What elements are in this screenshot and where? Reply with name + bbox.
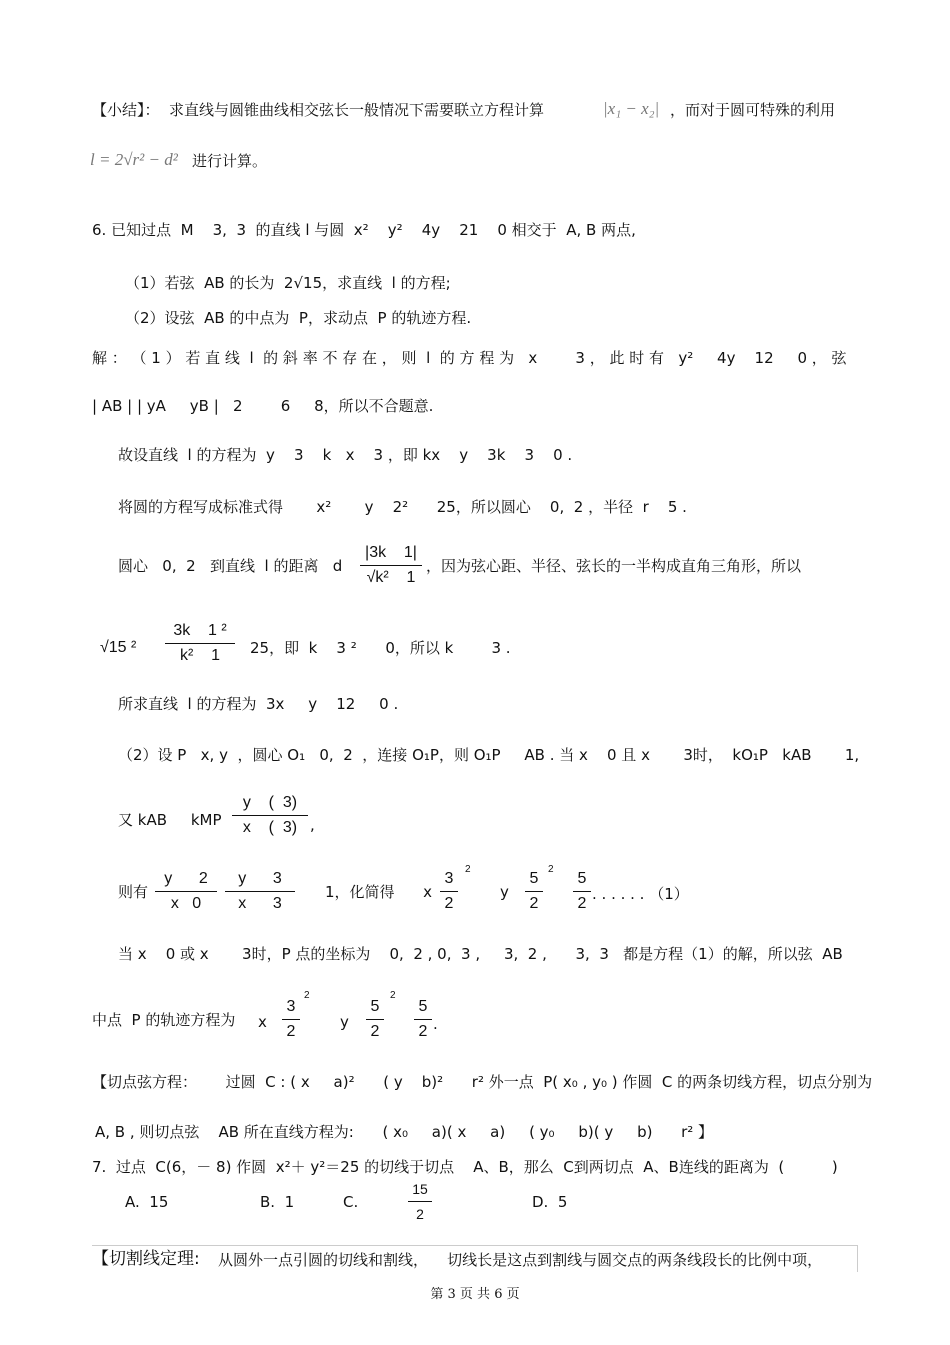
q7-option-c-numerator: 15	[412, 1181, 428, 1197]
locus-fraction-3	[414, 996, 432, 1043]
solution-line10-a: 则有	[118, 883, 149, 901]
distance-fraction	[360, 542, 422, 589]
solution-line10-d: . . . . . . （1）	[592, 885, 689, 903]
exponent-2: 2	[390, 990, 396, 1001]
distance-numerator: |3k 1|	[365, 544, 417, 561]
solution-line7: 所求直线 l 的方程为 3x y 12 0 .	[118, 695, 399, 713]
theorem-text: 从圆外一点引圆的切线和割线， 切线长是这点到割线与圆交点的两条线段长的比例中项，	[218, 1251, 823, 1269]
locus-fraction-3-numerator: 5	[418, 998, 428, 1015]
q6-part1: （1）若弦 AB 的长为 2√15，求直线 l 的方程;	[125, 274, 451, 292]
fraction-5-numerator: 5	[577, 870, 587, 887]
summary-tail: ，而对于圆可特殊的利用	[670, 101, 836, 119]
solution-line4: 将圆的方程写成标准式得 x² y 2² 25，所以圆心 0, 2 ，半径 r 5 .	[118, 498, 687, 516]
theorem-title: 【切割线定理:	[92, 1249, 200, 1269]
solution-line5-a: 圆心 0, 2 到直线 l 的距离 d	[118, 557, 343, 575]
locus-fraction-2-denominator: 2	[370, 1023, 380, 1040]
fraction-5	[573, 868, 591, 915]
fraction-4	[525, 868, 543, 915]
summary-lead: 【小结】： 求直线与圆锥曲线相交弦长一般情况下需要联立方程计算	[92, 101, 545, 119]
solution-line12-c: y	[340, 1013, 349, 1031]
fraction-bar	[366, 1019, 384, 1020]
slope-mp-denominator: x ( 3)	[242, 819, 298, 836]
solution-line6-a: √15 ²	[100, 639, 137, 656]
summary-formula-tail: 进行计算。	[192, 152, 268, 170]
solution-line10-c: y	[500, 883, 509, 901]
fraction-4-numerator: 5	[529, 870, 539, 887]
solution-line12-a: 中点 P 的轨迹方程为	[92, 1011, 236, 1029]
slope-mp-numerator: y ( 3)	[242, 794, 298, 811]
fraction-1-numerator: y 2	[164, 870, 208, 887]
fraction-bar	[282, 1019, 300, 1020]
locus-fraction-2	[366, 996, 384, 1043]
fraction-5-denominator: 2	[577, 895, 587, 912]
fraction-1-denominator: x 0	[170, 895, 202, 912]
abs-diff-formula: |x₁ − x₂|	[603, 99, 660, 118]
fraction-bar	[414, 1019, 432, 1020]
solution-line1: 解 ： （ 1 ） 若 直 线 l 的 斜 率 不 存 在 ， 则 l 的 方 程 为 x 3 ， 此 时 有 y² 4y 12 0 ， 弦	[92, 349, 847, 367]
fraction-2-denominator: x 3	[238, 895, 282, 912]
solution-line10-b: 1，化简得 x	[325, 883, 433, 901]
solution-line5-b: ，因为弦心距、半径、弦长的一半构成直角三角形，所以	[426, 557, 802, 575]
fraction-3	[440, 868, 458, 915]
chord-note-line1: 【切点弦方程： 过圆 C : ( x a)² ( y b)² r² 外一点 P( x₀ , y₀ ) 作圆 C 的两条切线方程，切点分别为	[92, 1073, 873, 1091]
fraction-bar	[573, 891, 591, 892]
solution-line11: 当 x 0 或 x 3时，P 点的坐标为 0, 2 , 0, 3 , 3, 2 , 3, 3 都是方程（1）的解，所以弦 AB	[118, 945, 843, 963]
q6-stem: 6. 已知过点 M 3, 3 的直线 l 与圆 x² y² 4y 21 0 相交于 A, B 两点,	[92, 221, 636, 239]
fraction-4-denominator: 2	[529, 895, 539, 912]
fraction-bar	[408, 1201, 432, 1202]
exponent-2: 2	[465, 864, 471, 875]
chord-length-formula: l = 2√r² − d²	[90, 150, 178, 169]
squared-distance-denominator: k² 1	[179, 647, 220, 664]
distance-denominator: √k² 1	[366, 569, 416, 586]
locus-fraction-1	[282, 996, 300, 1043]
q7-option-c: C.	[343, 1193, 359, 1211]
fraction-bar	[225, 891, 295, 892]
fraction-3-numerator: 3	[444, 870, 454, 887]
solution-line6-b: 25，即 k 3 ² 0，所以 k 3 .	[250, 639, 511, 657]
solution-line12-d: .	[433, 1015, 438, 1033]
slope-mp-fraction	[232, 792, 308, 839]
locus-fraction-1-denominator: 2	[286, 1023, 296, 1040]
fraction-2	[225, 868, 295, 915]
fraction-bar	[155, 891, 217, 892]
q7-option-d: D. 5	[532, 1193, 568, 1211]
q7-option-c-denominator: 2	[416, 1206, 424, 1222]
q7-option-b: B. 1	[260, 1193, 295, 1211]
q7-stem: 7. 过点 C(6，－ 8) 作圆 x²＋ y²＝25 的切线于切点 A、B，那么 C到两切点 A、B连线的距离为 ( )	[92, 1158, 838, 1176]
q6-part2: （2）设弦 AB 的中点为 P，求动点 P 的轨迹方程.	[125, 309, 472, 327]
locus-fraction-2-numerator: 5	[370, 998, 380, 1015]
locus-fraction-1-numerator: 3	[286, 998, 296, 1015]
fraction-bar	[360, 565, 422, 566]
solution-line2: | AB | | yA yB | 2 6 8，所以不合题意.	[92, 397, 434, 415]
squared-distance-numerator: 3k 1 ²	[173, 622, 227, 639]
fraction-1	[155, 868, 217, 915]
chord-note-line2: A, B , 则切点弦 AB 所在直线方程为: ( x₀ a)( x a) ( y₀ b)( y b) r² 】	[95, 1123, 714, 1141]
fraction-bar	[232, 815, 308, 816]
squared-distance-fraction	[165, 620, 235, 667]
fraction-bar	[525, 891, 543, 892]
page-footer: 第 3 页 共 6 页	[430, 1287, 520, 1302]
solution-line9-b: ,	[310, 816, 315, 834]
fraction-bar	[440, 891, 458, 892]
fraction-bar	[165, 643, 235, 644]
solution-line9-a: 又 kAB kMP	[118, 811, 222, 829]
exponent-2: 2	[304, 990, 310, 1001]
q7-option-c-fraction	[408, 1178, 432, 1225]
fraction-3-denominator: 2	[444, 895, 454, 912]
solution-line8: （2）设 P x, y ，圆心 O₁ 0, 2 ，连接 O₁P，则 O₁P AB . 当 x 0 且 x 3时， kO₁P kAB 1,	[118, 746, 860, 764]
solution-line3: 故设直线 l 的方程为 y 3 k x 3 ，即 kx y 3k 3 0 .	[118, 446, 573, 464]
solution-line12-b: x	[258, 1013, 267, 1031]
exponent-2: 2	[548, 864, 554, 875]
q7-option-a: A. 15	[125, 1193, 169, 1211]
fraction-2-numerator: y 3	[238, 870, 282, 887]
locus-fraction-3-denominator: 2	[418, 1023, 428, 1040]
